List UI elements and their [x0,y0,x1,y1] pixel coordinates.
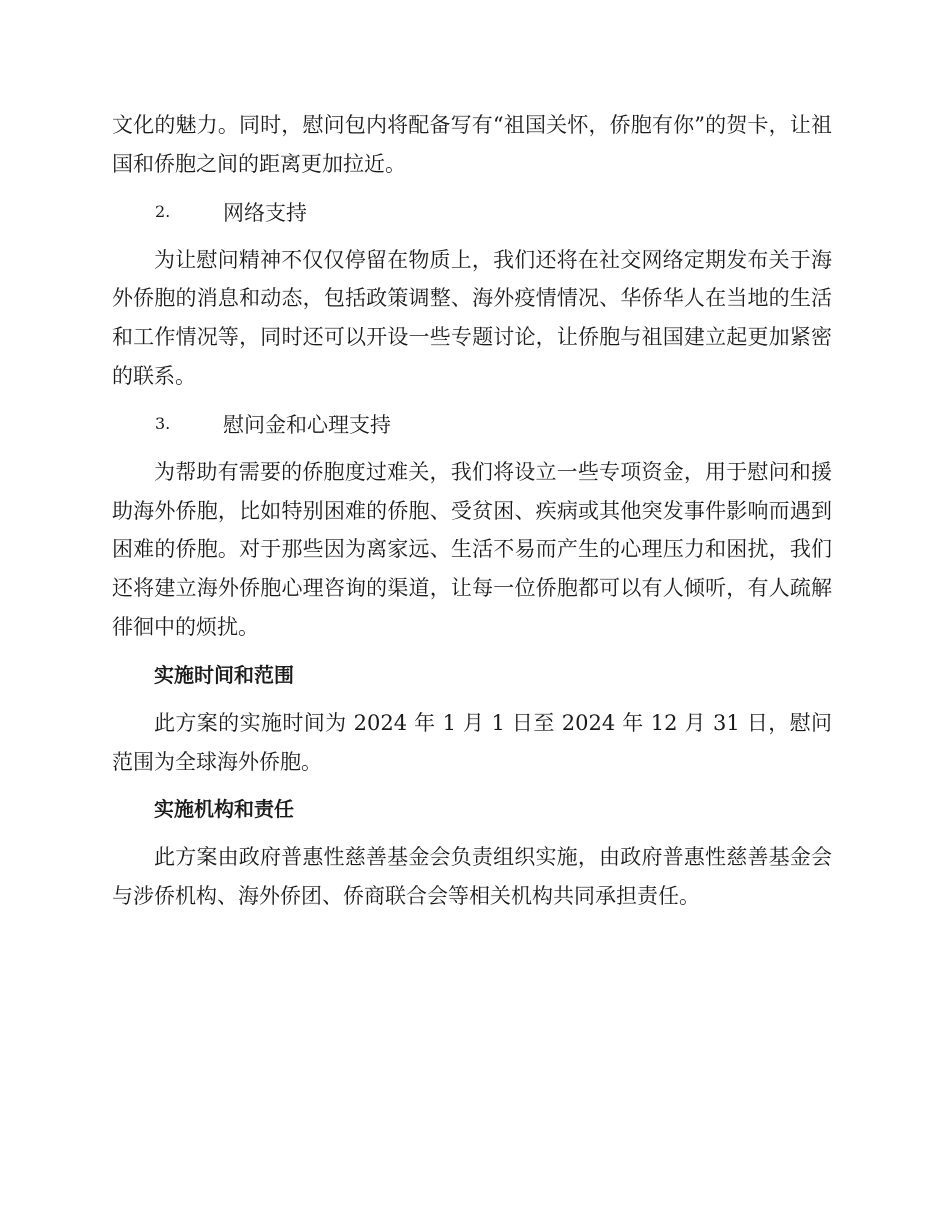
list-number: 2. [155,202,171,222]
list-title: 慰问金和心理支持 [223,412,391,437]
paragraph-continued: 文化的魅力。同时，慰问包内将配备写有“祖国关怀，侨胞有你”的贺卡，让祖国和侨胞之间的距离更加拉近。 [112,113,832,176]
list-item-fund-support [112,405,832,443]
paragraph-organization: 此方案由政府普惠性慈善基金会负责组织实施，由政府普惠性慈善基金会与涉侨机构、海外侨团、侨商联合会等相关机构共同承担责任。 [112,845,832,909]
list-title: 网络支持 [223,200,307,225]
paragraph-time-scope: 此方案的实施时间为 2024 年 1 月 1 日至 2024 年 12 月 31 日，慰问范围为全球海外侨胞。 [112,710,832,774]
list-number: 3. [155,414,171,434]
heading-organization: 实施机构和责任 [154,797,294,822]
heading-time-scope: 实施时间和范围 [154,662,294,687]
list-item-network-support [112,193,832,231]
paragraph-network-support: 为让慰问精神不仅仅停留在物质上，我们还将在社交网络定期发布关于海外侨胞的消息和动态，包括政策调整、海外疫情情况、华侨华人在当地的生活和工作情况等，同时还可以开设一些专题讨论，让侨胞与祖国建立起更加紧密的联系。 [112,247,832,388]
paragraph-fund-support: 为帮助有需要的侨胞度过难关，我们将设立一些专项资金，用于慰问和援助海外侨胞，比如特别困难的侨胞、受贫困、疾病或其他突发事件影响而遇到困难的侨胞。对于那些因为离家远、生活不易而产生的心理压力和困扰，我们还将建立海外侨胞心理咨询的渠道，让每一位侨胞都可以有人倾听，有人疏解徘徊中的烦扰。 [112,459,832,639]
document-page [112,106,832,925]
